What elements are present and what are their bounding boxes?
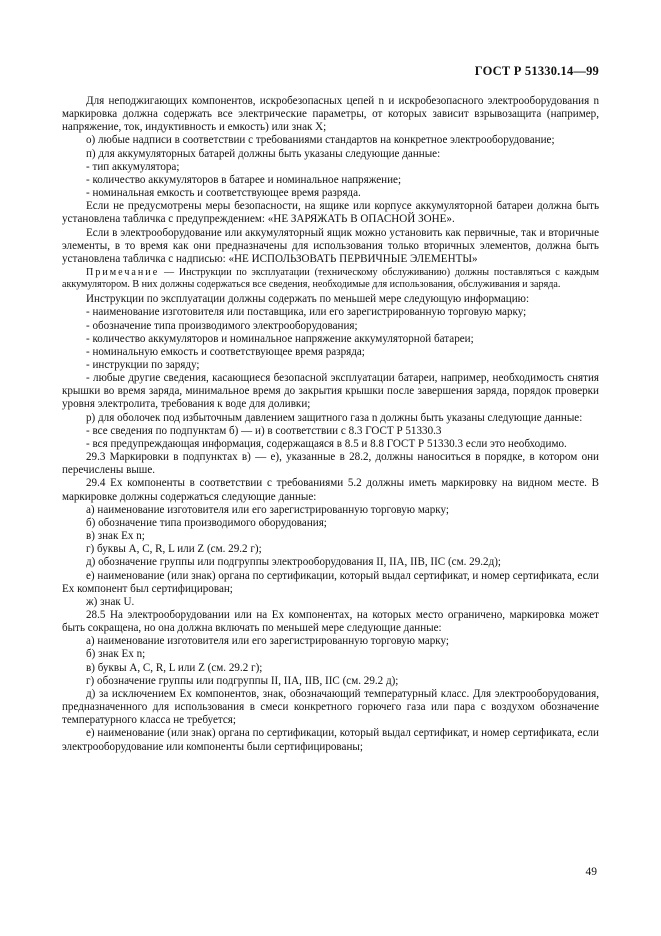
note-text: — Инструкции по эксплуатации (техническому обслуживанию) должны поставляться с каждым аккумулятором. В них должны содержаться все сведения, необходимые для использования, обслуживания и заряда. xyxy=(62,267,599,291)
paragraph: 29.4 Ex компоненты в соответствии с требованиями 5.2 должны иметь маркировку на видном месте. В маркировке должны содержаться следующие данные: xyxy=(62,477,599,503)
paragraph: - номинальную емкость и соответствующее время разряда; xyxy=(86,345,365,358)
paragraph: г) буквы A, C, R, L или Z (см. 29.2 г); xyxy=(86,543,262,556)
paragraph: в) знак Ex n; xyxy=(86,530,145,543)
document-header: ГОСТ Р 51330.14—99 xyxy=(474,64,599,78)
paragraph: - все сведения по подпунктам б) — и) в соответствии с 8.3 ГОСТ Р 51330.3 xyxy=(86,424,442,437)
paragraph: - любые другие сведения, касающиеся безопасной эксплуатации батареи, например, необходимость снятия крышки во время заряда, минимальное время до закрытия крышки после завершения заряда, порядок проверки уровня электролита, требования к воде для доливки; xyxy=(62,372,599,411)
paragraph: - количество аккумуляторов в батарее и номинальное напряжение; xyxy=(86,173,402,186)
paragraph: Инструкции по эксплуатации должны содержать по меньшей мере следующую информацию: xyxy=(86,293,530,306)
paragraph: б) знак Ex n; xyxy=(86,648,146,661)
page-number: 49 xyxy=(585,866,597,878)
paragraph: - обозначение типа производимого электрооборудования; xyxy=(86,319,358,332)
paragraph: Если в электрооборудование или аккумуляторный ящик можно установить как первичные, так и вторичные элементы, в то время как они предназначены для использования только вторичных элементов, должна быть установлена табличка с надписью: «НЕ ИСПОЛЬЗОВАТЬ ПЕРВИЧНЫЕ ЭЛЕМЕНТЫ» xyxy=(62,226,599,265)
paragraph: - тип аккумулятора; xyxy=(86,160,180,173)
paragraph: в) буквы A, C, R, L или Z (см. 29.2 г); xyxy=(86,661,263,674)
paragraph: - вся предупреждающая информация, содержащаяся в 8.5 и 8.8 ГОСТ Р 51330.3 если это необходимо. xyxy=(86,437,567,450)
paragraph: а) наименование изготовителя или его зарегистрированную торговую марку; xyxy=(86,635,449,648)
paragraph: Если не предусмотрены меры безопасности, на ящике или корпусе аккумуляторной батареи должна быть установлена табличка с предупреждением: «НЕ ЗАРЯЖАТЬ В ОПАСНОЙ ЗОНЕ». xyxy=(62,200,599,226)
paragraph: г) обозначение группы или подгруппы II, IIA, IIB, IIC (см. 29.2 д); xyxy=(86,674,399,687)
paragraph: 28.5 На электрооборудовании или на Ex компонентах, на которых место ограничено, маркировка может быть сокращена, но она должна включать по меньшей мере следующие данные: xyxy=(62,608,599,635)
paragraph: Для неподжигающих компонентов, искробезопасных цепей n и искробезопасного электрооборудования n маркировка должна содержать все электрические параметры, от которых зависит взрывозащита (например, напряжение, ток, индуктивность и емкость) или знак X; xyxy=(62,95,599,134)
paragraph: - инструкции по заряду; xyxy=(86,359,200,371)
body-text xyxy=(62,95,599,754)
paragraph: е) наименование (или знак) органа по сертификации, который выдал сертификат, и номер сертификата, если электрооборудование или компоненты были сертифицированы; xyxy=(62,727,599,753)
note-label: Примечание xyxy=(86,267,160,279)
paragraph: - номинальная емкость и соответствующее время разряда. xyxy=(86,187,361,200)
paragraph: а) наименование изготовителя или его зарегистрированную торговую марку; xyxy=(86,503,449,516)
paragraph: д) обозначение группы или подгруппы электрооборудования II, IIA, IIB, IIC (см. 29.2д); xyxy=(86,556,501,569)
paragraph: р) для оболочек под избыточным давлением защитного газа n должны быть указаны следующие данные: xyxy=(86,411,583,424)
note-paragraph xyxy=(62,267,599,291)
paragraph: - наименование изготовителя или поставщика, или его зарегистрированную торговую марку; xyxy=(86,306,527,319)
paragraph: п) для аккумуляторных батарей должны быть указаны следующие данные: xyxy=(86,147,441,160)
paragraph: е) наименование (или знак) органа по сертификации, который выдал сертификат, и номер сертификата, если Ex компонент был сертифицирован; xyxy=(62,569,599,595)
paragraph: - количество аккумуляторов и номинальное напряжение аккумуляторной батареи; xyxy=(86,332,474,345)
paragraph: ж) знак U. xyxy=(86,595,135,608)
paragraph: 29.3 Маркировки в подпунктах в) — е), указанные в 28.2, должны наноситься в порядке, в котором они перечислены выше. xyxy=(62,451,599,477)
paragraph: д) за исключением Ex компонентов, знак, обозначающий температурный класс. Для электрооборудования, предназначенного для использования в смеси конкретного горючего газа или пара с воздухом обозначение температурного класса не требуется; xyxy=(62,687,599,727)
paragraph: б) обозначение типа производимого оборудования; xyxy=(86,516,327,529)
paragraph: о) любые надписи в соответствии с требованиями стандартов на конкретное электрооборудование; xyxy=(86,134,555,147)
